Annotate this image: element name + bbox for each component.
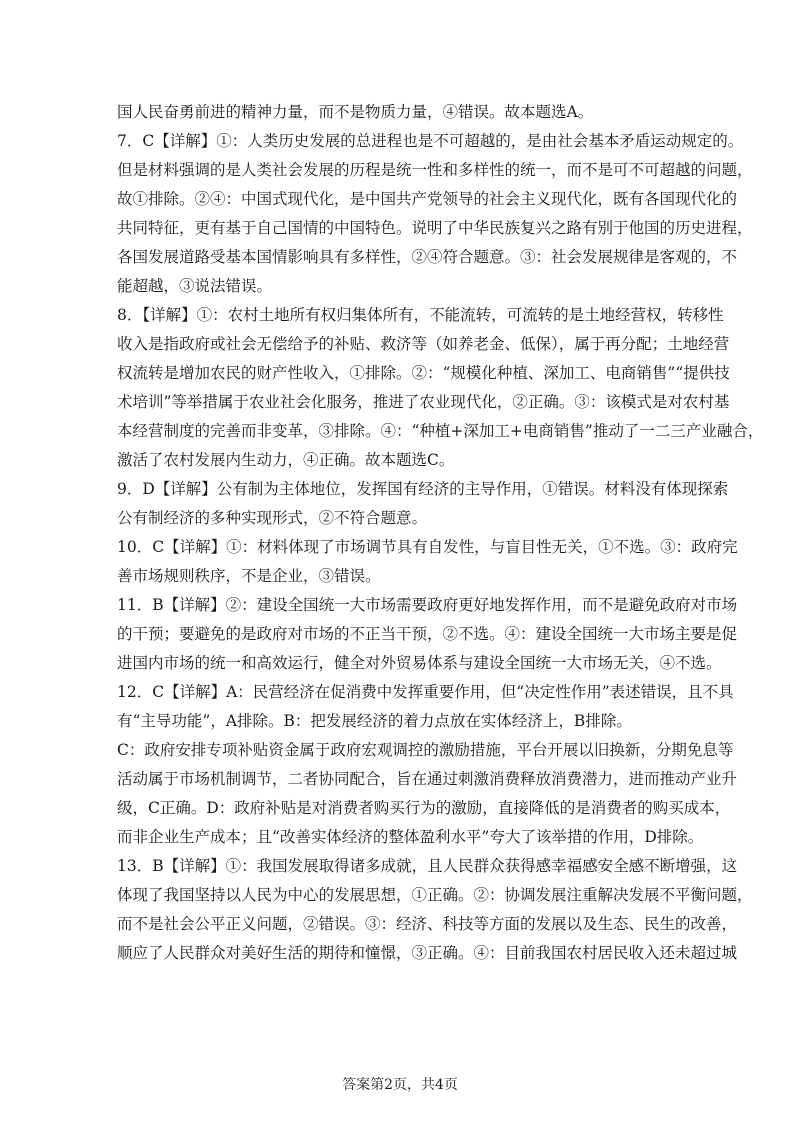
text-line: 激活了农村发展内生动力，④正确。故本题选C。 [117, 451, 455, 469]
text-line: 国人民奋勇前进的精神力量，而不是物质力量，④错误。故本题选A。 [117, 103, 594, 121]
text-line: 而非企业生产成本；且“改善实体经济的整体盈利水平”夸大了该举措的作用，D排除。 [117, 828, 704, 846]
text-line: 8．【详解】①：农村土地所有权归集体所有，不能流转，可流转的是土地经营权，转移性 [117, 306, 724, 324]
text-line: 活动属于市场机制调节，二者协同配合，旨在通过刺激消费释放消费潜力，进而推动产业升 [117, 770, 738, 788]
text-line: 顺应了人民群众对美好生活的期待和憧憬，③正确。④：目前我国农村居民收入还未超过城 [117, 944, 738, 962]
text-line: 11．B【详解】②：建设全国统一大市场需要政府更好地发挥作用，而不是避免政府对市场 [117, 596, 738, 614]
text-line: 本经营制度的完善而非变革，③排除。④：“种植+深加工+电商销售”推动了一二三产业融合， [117, 422, 764, 440]
text-line: 7．C【详解】①：人类历史发展的总进程也是不可超越的，是由社会基本矛盾运动规定的。 [117, 132, 744, 150]
text-line: 但是材料强调的是人类社会发展的历程是统一性和多样性的统一，而不是可不可超越的问题， [117, 161, 753, 179]
text-line: 级，C正确。D：政府补贴是对消费者购买行为的激励，直接降低的是消费者的购买成本， [117, 799, 731, 817]
text-line: 12．C【详解】A：民营经济在促消费中发挥重要作用，但“决定性作用”表述错误，且不具 [117, 683, 734, 701]
text-line: 共同特征，更有基于自己国情的中国特色。说明了中华民族复兴之路有别于他国的历史进程， [117, 219, 753, 237]
text-line: 权流转是增加农民的财产性收入，①排除。②：“规模化种植、深加工、电商销售”“提供技 [117, 364, 730, 382]
text-line: 10．C【详解】①：材料体现了市场调节具有自发性，与盲目性无关，①不选。③：政府完 [117, 538, 738, 556]
text-line: 9．D【详解】公有制为主体地位，发挥国有经济的主导作用，①错误。材料没有体现探索 [117, 480, 729, 498]
text-line: 收入是指政府或社会无偿给予的补贴、救济等（如养老金、低保），属于再分配；土地经营 [117, 335, 730, 353]
page-footer: 答案第2页，共4页 [342, 1077, 458, 1093]
text-line: 公有制经济的多种实现形式，②不符合题意。 [117, 509, 428, 527]
text-line: 术培训”等举措属于农业社会化服务，推进了农业现代化，②正确。③：该模式是对农村基 [117, 393, 730, 411]
text-line: 而不是社会公平正义问题，②错误。③：经济、科技等方面的发展以及生态、民生的改善， [117, 915, 738, 933]
text-line: 善市场规则秩序，不是企业，③错误。 [117, 567, 381, 585]
text-line: 各国发展道路受基本国情影响具有多样性，②④符合题意。③：社会发展规律是客观的，不 [117, 248, 738, 266]
text-line: 13．B【详解】①：我国发展取得诸多成就，且人民群众获得感幸福感安全感不断增强，这 [117, 857, 738, 875]
text-line: 故①排除。②④：中国式现代化，是中国共产党领导的社会主义现代化，既有各国现代化的 [117, 190, 738, 208]
text-line: 能超越，③说法错误。 [117, 277, 273, 295]
text-line: 有“主导功能”，A排除。B：把发展经济的着力点放在实体经济上，B排除。 [117, 712, 632, 730]
text-line: 体现了我国坚持以人民为中心的发展思想，①正确。②：协调发展注重解决发展不平衡问题， [117, 886, 753, 904]
text-line: 进国内市场的统一和高效运行，健全对外贸易体系与建设全国统一大市场无关，④不选。 [117, 654, 722, 672]
answer-text-body [117, 98, 764, 968]
text-line: C：政府安排专项补贴资金属于政府宏观调控的激励措施，平台开展以旧换新，分期免息等 [117, 741, 734, 759]
text-line: 的干预；要避免的是政府对市场的不正当干预，②不选。④：建设全国统一大市场主要是促 [117, 625, 738, 643]
